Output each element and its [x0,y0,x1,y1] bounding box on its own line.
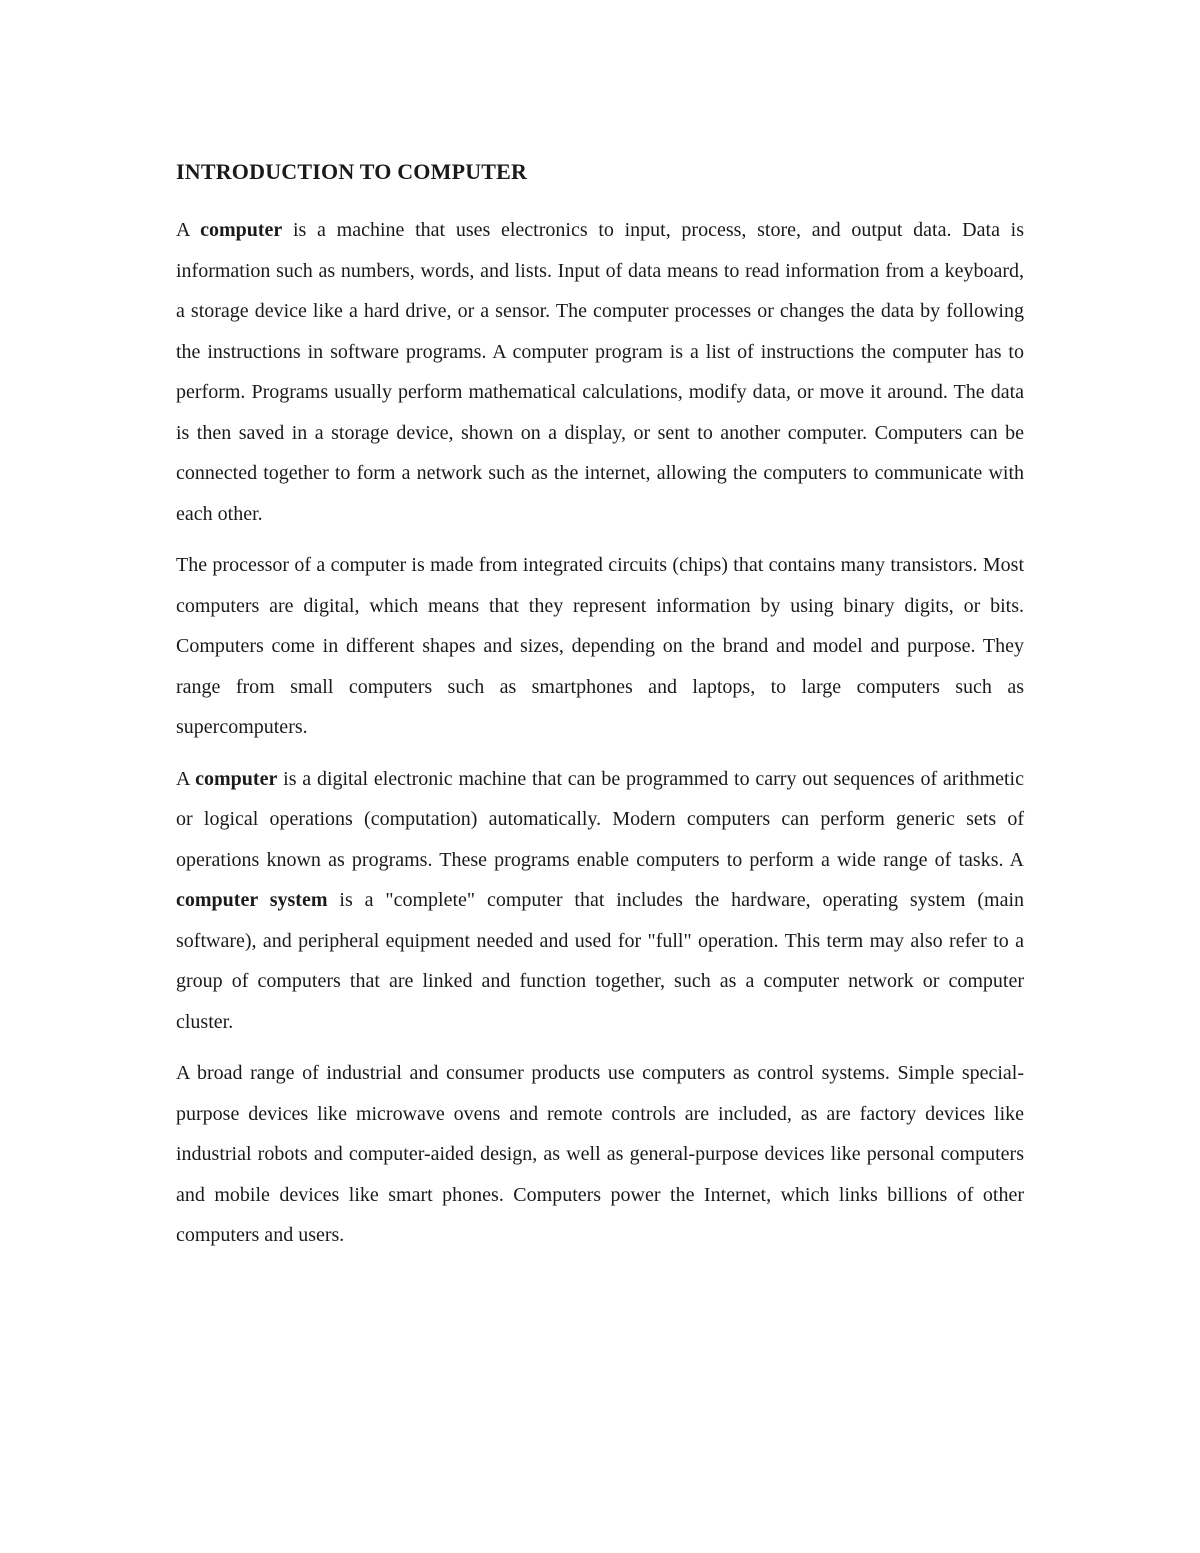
text-segment: A [176,219,201,241]
text-segment: is a digital electronic machine that can be programmed to carry out sequences of arithmetic or logical operations (computation) automatically. Modern computers can perform generic sets of operations known as programs. These programs enable computers to perform a wide range of tasks. A [176,767,1024,871]
bold-term: computer system [176,889,328,911]
text-segment: The processor of a computer is made from integrated circuits (chips) that contains many transistors. Most computers are digital, which means that they represent information by using binary digits, or bits. Computers come in different shapes and sizes, depending on the brand and model and purpose. They range from small computers such as smartphones and laptops, to large computers such as supercomputers. [176,554,1024,738]
paragraph-3 [176,759,1024,1043]
bold-term: computer [200,219,283,241]
paragraph-2 [176,545,1024,748]
text-segment: A [176,767,196,790]
text-segment: is a "complete" computer that includes the hardware, operating system (main software), and peripheral equipment needed and used for "full" operation. This term may also refer to a group of computers that are linked and function together, such as a computer network or computer cluster. [176,889,1025,1033]
paragraph-4 [176,1053,1024,1256]
text-segment: A broad range of industrial and consumer products use computers as control systems. Simple special-purpose devices like microwave ovens and remote controls are included, as are factory devices like industrial robots and computer-aided design, as well as general-purpose devices like personal computers and mobile devices like smart phones. Computers power the Internet, which links billions of other computers and users. [176,1062,1024,1246]
paragraph-1 [176,210,1024,534]
document-body [176,152,1024,1267]
document-title: INTRODUCTION TO COMPUTER [176,159,528,184]
bold-term: computer [195,767,278,790]
text-segment: is a machine that uses electronics to input, process, store, and output data. Data is information such as numbers, words, and lists. Input of data means to read information from a keyboard, a storage device like a hard drive, or a sensor. The computer processes or changes the data by following the instructions in software programs. A computer program is a list of instructions the computer has to perform. Programs usually perform mathematical calculations, modify data, or move it around. The data is then saved in a storage device, shown on a display, or sent to another computer. Computers can be connected together to form a network such as the internet, allowing the computers to communicate with each other. [176,219,1024,525]
